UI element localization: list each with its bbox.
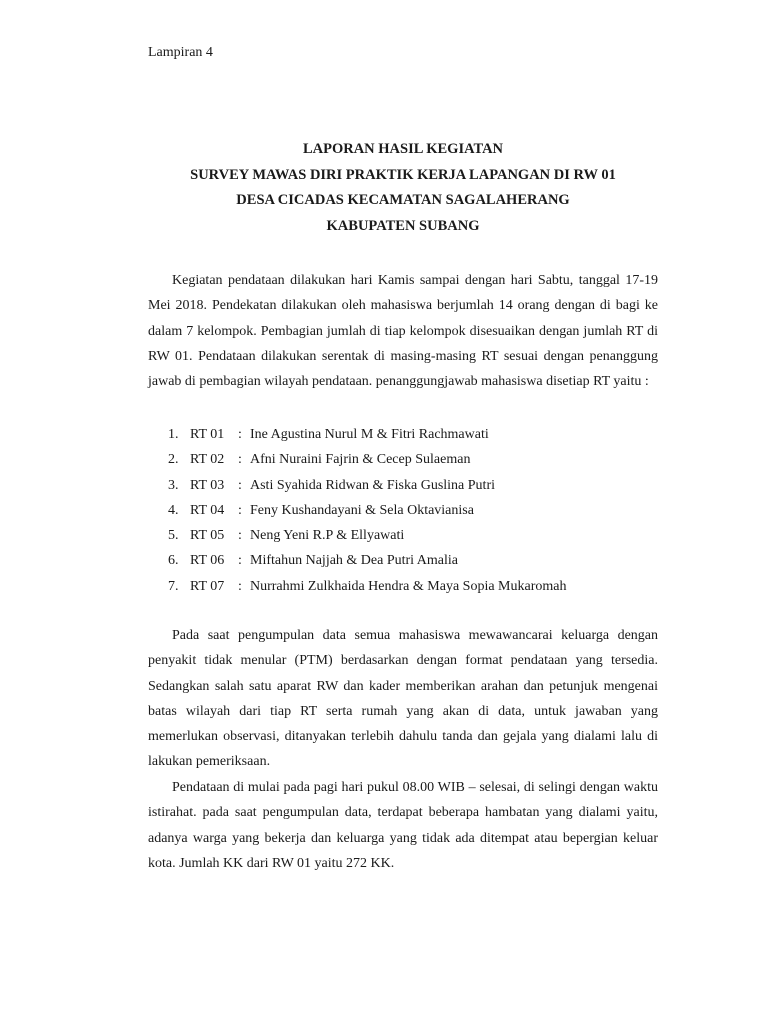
list-item-names: Afni Nuraini Fajrin & Cecep Sulaeman [250,452,471,468]
list-item-rt: RT 03 [190,477,225,493]
paragraph-schedule: Pendataan di mulai pada pagi hari pukul 08.00 WIB – selesai, di selingi dengan waktu istirahat. pada saat pengumpulan data, terdapat beberapa hambatan yang dialami yaitu, adanya warga yang bekerja dan keluarga yang tidak ada ditempat atau bepergian keluar kota. Jumlah KK dari RW 01 yaitu 272 KK. [148,780,658,871]
list-item-rt: RT 01 [190,427,225,442]
title-line-3: DESA CICADAS KECAMATAN SAGALAHERANG [236,192,570,208]
list-item-names: Nurrahmi Zulkhaida Hendra & Maya Sopia Mukaromah [250,578,567,594]
list-item-number: 3. [168,477,179,493]
list-item-number: 5. [168,528,179,544]
list-item [148,498,658,523]
title-line-4: KABUPATEN SUBANG [326,217,480,234]
list-item [148,548,658,573]
list-item-separator: : [238,528,242,544]
list-item-separator: : [238,452,242,468]
paragraph-data-collection: Pada saat pengumpulan data semua mahasiswa mewawancarai keluarga dengan penyakit tidak menular (PTM) berdasarkan dengan format pendataan yang tersedia. Sedangkan salah satu aparat RW dan kader memberikan arahan dan petunjuk mengenai batas wilayah dari tiap RT serta rumah yang akan di data, untuk jawaban yang memerlukan observasi, ditanyakan terlebih dahulu tanda dan gejala yang dialami lalu di lakukan pemeriksaan. [148,628,658,770]
list-item-names: Miftahun Najjah & Dea Putri Amalia [250,553,459,569]
list-item-names: Feny Kushandayani & Sela Oktavianisa [250,502,474,518]
list-item-rt: RT 07 [190,578,225,594]
report-title [148,137,658,239]
list-item-separator: : [238,477,242,493]
paragraph-intro: Kegiatan pendataan dilakukan hari Kamis sampai dengan hari Sabtu, tanggal 17-19 Mei 2018. Pendekatan dilakukan oleh mahasiswa berjumlah 14 orang dengan di bagi ke dalam 7 kelompok. Pembagian jumlah di tiap kelompok disesuaikan dengan jumlah RT di RW 01. Pendataan dilakukan serentak di masing-masing RT sesuai dengan penanggung jawab di pembagian wilayah pendataan. penanggungjawab mahasiswa disetiap RT yaitu : [148,273,658,390]
title-line-2: SURVEY MAWAS DIRI PRAKTIK KERJA LAPANGAN DI RW 01 [190,166,616,183]
list-item-separator: : [238,427,242,442]
list-item-rt: RT 05 [190,528,225,544]
list-item [148,422,658,447]
list-item-names: Neng Yeni R.P & Ellyawati [250,528,405,544]
list-item-rt: RT 06 [190,553,225,569]
list-item-rt: RT 02 [190,452,225,468]
list-item-separator: : [238,502,242,518]
rt-responsibility-list [148,422,658,599]
list-item-separator: : [238,578,242,594]
list-item-separator: : [238,553,242,569]
list-item [148,574,658,599]
attachment-label: Lampiran 4 [148,45,213,60]
list-item-number: 6. [168,553,179,569]
list-item [148,523,658,548]
title-line-1: LAPORAN HASIL KEGIATAN [302,141,504,157]
list-item-rt: RT 04 [190,502,225,518]
list-item [148,447,658,472]
list-item-names: Ine Agustina Nurul M & Fitri Rachmawati [250,427,489,442]
list-item-names: Asti Syahida Ridwan & Fiska Guslina Putri [250,477,495,493]
list-item-number: 4. [168,502,179,518]
list-item [148,473,658,498]
list-item-number: 7. [168,578,179,594]
list-item-number: 1. [168,427,179,442]
list-item-number: 2. [168,452,179,468]
